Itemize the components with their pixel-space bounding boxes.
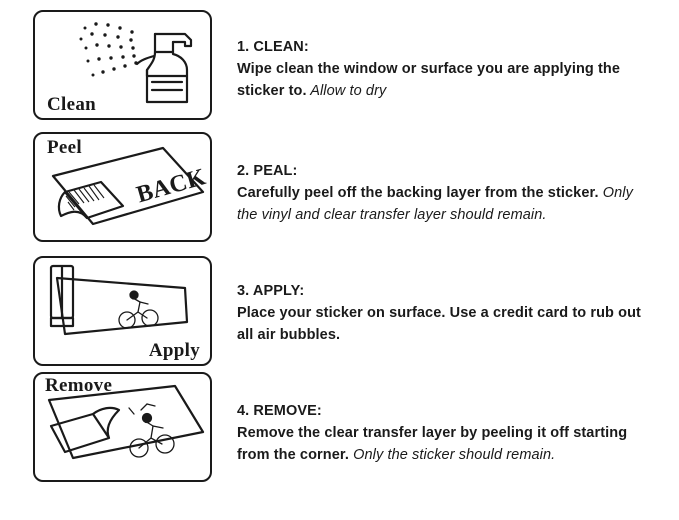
step-body-bold-apply: Place your sticker on surface. Use a credit card to rub out all air bubbles.: [237, 305, 641, 344]
step-body-apply: [237, 302, 657, 346]
panel-remove: [33, 372, 212, 482]
step-body-note-remove: Only the sticker should remain.: [349, 447, 556, 464]
step-body-remove: [237, 422, 657, 466]
step-row-apply: [0, 256, 679, 366]
step-body-clean: [237, 58, 657, 102]
panel-caption-back: BACK: [134, 164, 210, 209]
panel-clean: [33, 10, 212, 120]
step-text-clean: [237, 10, 657, 102]
step-body-note-peel: Only the vinyl and clear transfer layer should remain.: [237, 185, 633, 224]
step-body-bold-clean: Wipe clean the window or surface you are applying the sticker to: [237, 61, 621, 100]
panel-caption-peel: Peel: [47, 137, 82, 158]
panel-caption-remove: Remove: [45, 375, 113, 396]
step-text-peel: [237, 132, 657, 226]
panel-apply: [33, 256, 212, 366]
step-text-remove: [237, 372, 657, 466]
step-title-clean: 1. CLEAN:: [237, 39, 309, 55]
step-body-bold-peel: Carefully peel off the backing layer from the sticker.: [237, 185, 599, 202]
step-title-remove: 4. REMOVE:: [237, 403, 322, 419]
step-body-bold-tail-clean: .: [302, 83, 307, 100]
step-row-remove: [0, 372, 679, 482]
panel-peel: [33, 132, 212, 242]
step-title-apply: 3. APPLY:: [237, 283, 305, 299]
step-body-bold-remove: Remove the clear transfer layer by peeling it off starting from the corner.: [237, 425, 628, 464]
step-row-clean: [0, 10, 679, 120]
panel-caption-clean: Clean: [47, 94, 96, 115]
step-title-peel: 2. PEAL:: [237, 163, 298, 179]
panel-caption-apply: Apply: [148, 340, 200, 361]
step-row-peel: [0, 132, 679, 242]
step-body-note-clean: Allow to dry: [306, 83, 387, 100]
step-body-peel: [237, 182, 657, 226]
step-text-apply: [237, 256, 657, 346]
